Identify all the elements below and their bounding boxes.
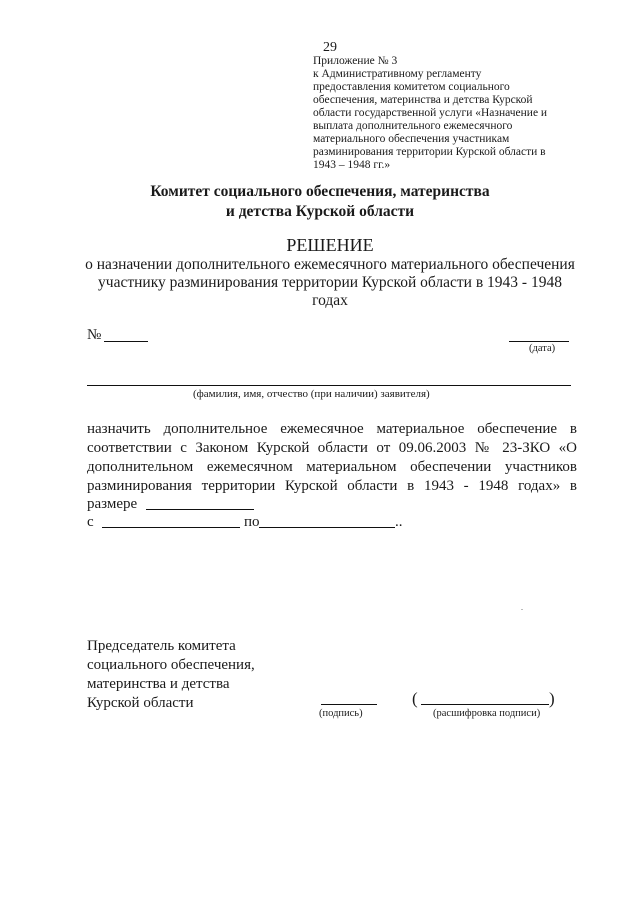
decision-subtitle-line1: о назначении дополнительного ежемесячного материального обеспечения: [85, 256, 575, 273]
amount-field-line: [146, 509, 254, 510]
page-number: 29: [323, 40, 337, 55]
body-line: дополнительном ежемесячном материальном обеспечении участников: [87, 459, 577, 475]
number-label: №: [87, 327, 102, 343]
number-field-line: [104, 341, 148, 342]
decision-subtitle-line2: участнику разминирования территории Курской области в 1943 - 1948: [98, 274, 562, 291]
signature-line: [321, 704, 377, 705]
appendix-line: области государственной услуги «Назначение и: [313, 107, 548, 119]
body-line: соответствии с Законом Курской области от 09.06.2003 № 23-ЗКО «О: [87, 440, 577, 456]
decode-open-paren: (: [412, 689, 418, 708]
amount-label: размере: [87, 496, 138, 512]
speck: [521, 609, 523, 610]
appendix-line: предоставления комитетом социального: [313, 81, 510, 93]
appendix-line: разминирования территории Курской области в: [313, 146, 546, 158]
from-date-line: [102, 527, 240, 528]
chair-line: социального обеспечения,: [87, 657, 255, 673]
appendix-line: Приложение № 3: [313, 55, 398, 67]
to-label: по: [244, 514, 260, 530]
date-caption: (дата): [529, 343, 556, 354]
appendix-line: к Административному регламенту: [313, 68, 482, 80]
body-line: назначить дополнительное ежемесячное материальное обеспечение в: [87, 421, 577, 437]
date-field-line: [509, 341, 569, 342]
decode-line: [421, 704, 549, 705]
applicant-name-line: [87, 385, 571, 386]
appendix-line: выплата дополнительного ежемесячного: [313, 120, 513, 132]
decision-title: РЕШЕНИЕ: [286, 235, 374, 255]
signature-caption: (подпись): [319, 708, 363, 719]
appendix-line: обеспечения, материнства и детства Курской: [313, 94, 533, 106]
decode-close-paren: ): [549, 689, 555, 708]
decision-subtitle-line3: годах: [312, 292, 348, 309]
committee-name-line1: Комитет социального обеспечения, материнства: [150, 183, 490, 200]
chair-line: материнства и детства: [87, 676, 230, 692]
chair-line: Курской области: [87, 695, 194, 711]
decode-caption: (расшифровка подписи): [433, 708, 541, 719]
chair-title: [87, 637, 255, 713]
body-line: разминирования территории Курской области в 1943 - 1948 годах» в: [87, 478, 577, 494]
appendix-line: 1943 – 1948 гг.»: [313, 159, 391, 171]
end-dots: ..: [395, 514, 403, 530]
committee-name-line2: и детства Курской области: [225, 203, 415, 220]
to-date-line: [259, 527, 395, 528]
appendix-block: [313, 55, 603, 172]
appendix-line: материального обеспечения участникам: [313, 133, 510, 145]
body-paragraph: [87, 420, 577, 496]
chair-line: Председатель комитета: [87, 638, 236, 654]
from-label: с: [87, 514, 94, 530]
applicant-name-caption: (фамилия, имя, отчество (при наличии) заявителя): [193, 388, 430, 400]
